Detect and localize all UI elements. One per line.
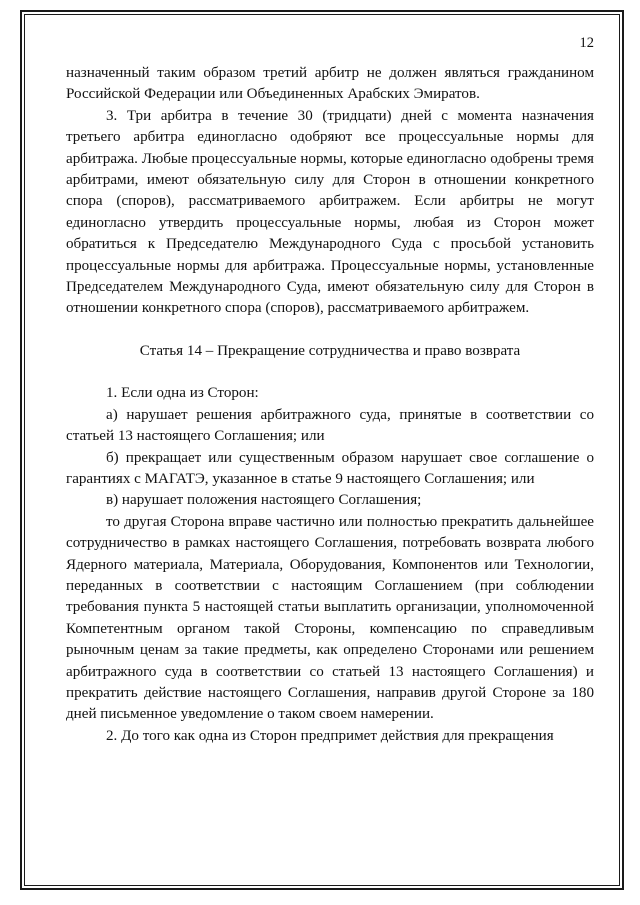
paragraph-item-a: а) нарушает решения арбитражного суда, принятые в соответствии со статьей 13 настоящего Соглашения; или	[66, 406, 594, 445]
paragraph-continuation: назначенный таким образом третий арбитр не должен являться гражданином Российской Федерации или Объединенных Арабских Эмиратов.	[66, 65, 594, 103]
paragraph-clause-2: 2. До того как одна из Сторон предпримет действия для прекращения	[106, 727, 554, 744]
page-number: 12	[579, 35, 594, 51]
paragraph-clause-3: 3. Три арбитра в течение 30 (тридцати) дней с момента назначения третьего арбитра единогласно одобряют все процессуальные нормы для арбитража. Любые процессуальные нормы, которые единогласно одобрены тремя арбитрами, имеют обязательную силу для Сторон в отношении конкретного спора (споров), рассматриваемого арбитражем. Если арбитры не могут единогласно утвердить процессуальные нормы, любая из Сторон может обратиться к Председателю Международного Суда с просьбой установить процессуальные нормы для арбитража. Процессуальные нормы, установленные Председателем Международного Суда, имеют обязательную силу для Сторон в отношении конкретного спора (споров), рассматриваемого арбитражем.	[66, 107, 594, 317]
document-body	[66, 63, 594, 747]
paragraph-clause-1: 1. Если одна из Сторон:	[106, 385, 259, 402]
paragraph-consequence: то другая Сторона вправе частично или полностью прекратить дальнейшее сотрудничество в рамках настоящего Соглашения, потребовать возврата любого Ядерного материала, Материала, Оборудования, Компонентов или Технологии, переданных в соответствии с настоящим Соглашением (при соблюдении требования пункта 5 настоящей статьи выплатить организации, уполномоченной Компетентным органом такой Стороны, компенсацию по справедливым рыночным ценам за такие предметы, как определено Сторонами или решением арбитражного суда в соответствии со статьей 13 настоящего Соглашения) и прекратить действие настоящего Соглашения, направив другой Стороне за 180 дней письменное уведомление о таком своем намерении.	[66, 513, 594, 723]
paragraph-item-b: б) прекращает или существенным образом нарушает свое соглашение о гарантиях с МАГАТЭ, указанное в статье 9 настоящего Соглашения; или	[66, 449, 594, 487]
paragraph-item-v: в) нарушает положения настоящего Соглашения;	[106, 492, 422, 509]
article-heading: Статья 14 – Прекращение сотрудничества и право возврата	[139, 342, 521, 359]
